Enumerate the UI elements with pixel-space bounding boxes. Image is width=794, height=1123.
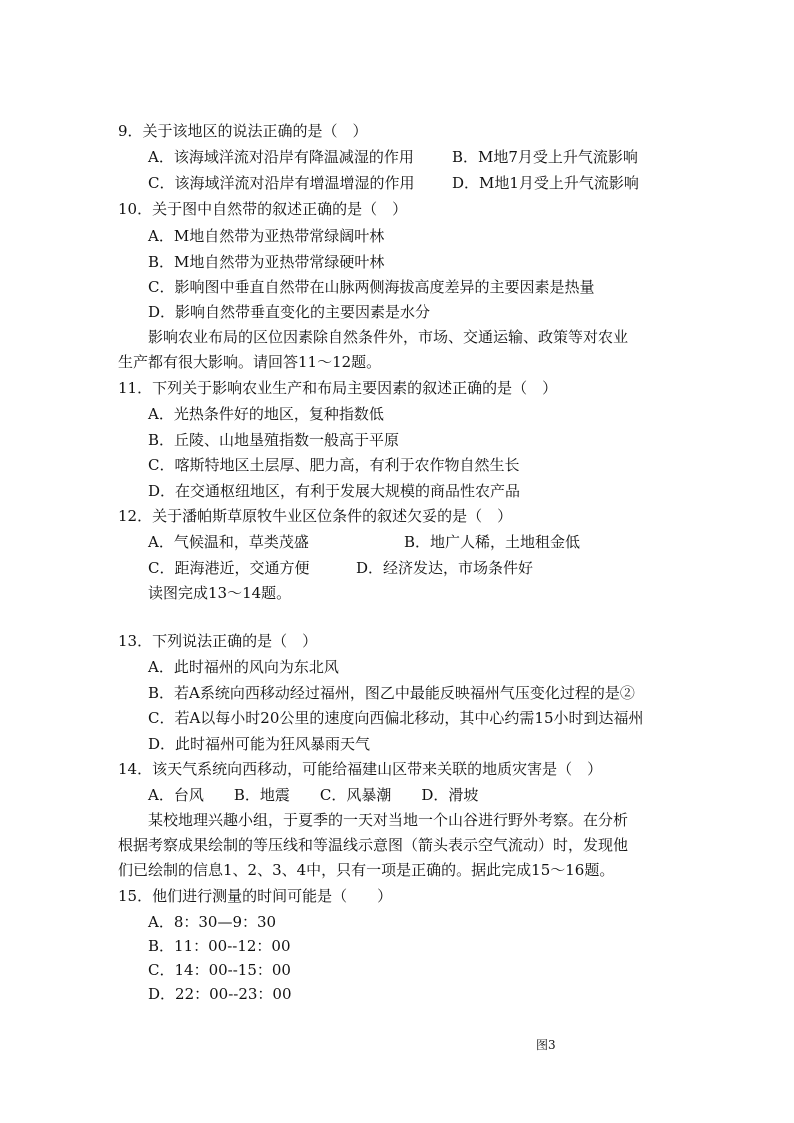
q10-option-d: D．影响自然带垂直变化的主要因素是水分 [148,303,431,321]
passage-3-line-2: 根据考察成果绘制的等压线和等温线示意图（箭头表示空气流动）时，发现他 [118,836,629,854]
passage-1-line-2: 生产都有很大影响。请回答11～12题。 [118,353,382,371]
q10-option-b: B．M地自然带为亚热带常绿硬叶林 [148,253,385,271]
q11-option-d: D．在交通枢纽地区，有利于发展大规模的商品性农产品 [148,482,521,500]
q13-option-b: B．若A系统向西移动经过福州，图乙中最能反映福州气压变化过程的是② [148,684,635,702]
q15-option-a: A．8：30—9：30 [148,913,277,931]
q10-stem: 10．关于图中自然带的叙述正确的是（ ） [118,200,408,218]
passage-3-line-1: 某校地理兴趣小组，于夏季的一天对当地一个山谷进行野外考察。在分析 [148,811,629,829]
q13-stem: 13．下列说法正确的是（ ） [118,632,318,650]
q10-option-a: A．M地自然带为亚热带常绿阔叶林 [148,227,385,245]
q11-stem: 11．下列关于影响农业生产和布局主要因素的叙述正确的是（ ） [118,379,558,397]
passage-3-line-3: 们已绘制的信息1、2、3、4中，只有一项是正确的。据此完成15～16题。 [118,861,615,879]
q14-stem: 14．该天气系统向西移动，可能给福建山区带来关联的地质灾害是（ ） [118,760,603,778]
q13-option-c: C．若A以每小时20公里的速度向西偏北移动，其中心约需15小时到达福州 [148,709,644,727]
q12-option-a: A．气候温和，草类茂盛 [148,533,309,551]
q9-option-a: A．该海域洋流对沿岸有降温减湿的作用 [148,148,414,166]
figure-label: 图3 [536,1038,556,1052]
q14-options: A．台风 B．地震 C．风暴潮 D．滑坡 [148,786,479,804]
q12-option-d: D．经济发达，市场条件好 [356,559,534,577]
q15-option-d: D．22：00--23：00 [148,985,292,1003]
q11-option-c: C．喀斯特地区土层厚、肥力高，有利于农作物自然生长 [148,456,520,474]
passage-2-line-1: 读图完成13～14题。 [148,584,292,602]
q10-option-c: C．影响图中垂直自然带在山脉两侧海拔高度差异的主要因素是热量 [148,278,595,296]
q12-option-b: B．地广人稀，土地租金低 [404,533,581,551]
q9-stem: 9．关于该地区的说法正确的是（ ） [118,122,368,140]
passage-1-line-1: 影响农业布局的区位因素除自然条件外，市场、交通运输、政策等对农业 [148,328,629,346]
q12-stem: 12．关于潘帕斯草原牧牛业区位条件的叙述欠妥的是（ ） [118,507,513,525]
q15-stem: 15．他们进行测量的时间可能是（ ） [118,887,393,905]
q9-option-d: D．M地1月受上升气流影响 [452,174,639,192]
q15-option-c: C．14：00--15：00 [148,961,291,979]
q9-option-b: B．M地7月受上升气流影响 [452,148,638,166]
q13-option-a: A．此时福州的风向为东北风 [148,658,339,676]
q11-option-a: A．光热条件好的地区，复种指数低 [148,405,384,423]
q11-option-b: B．丘陵、山地垦殖指数一般高于平原 [148,431,400,449]
q13-option-d: D．此时福州可能为狂风暴雨天气 [148,735,371,753]
q15-option-b: B．11：00--12：00 [148,937,291,955]
q9-option-c: C．该海域洋流对沿岸有增温增湿的作用 [148,174,415,192]
q12-option-c: C．距海港近，交通方便 [148,559,310,577]
